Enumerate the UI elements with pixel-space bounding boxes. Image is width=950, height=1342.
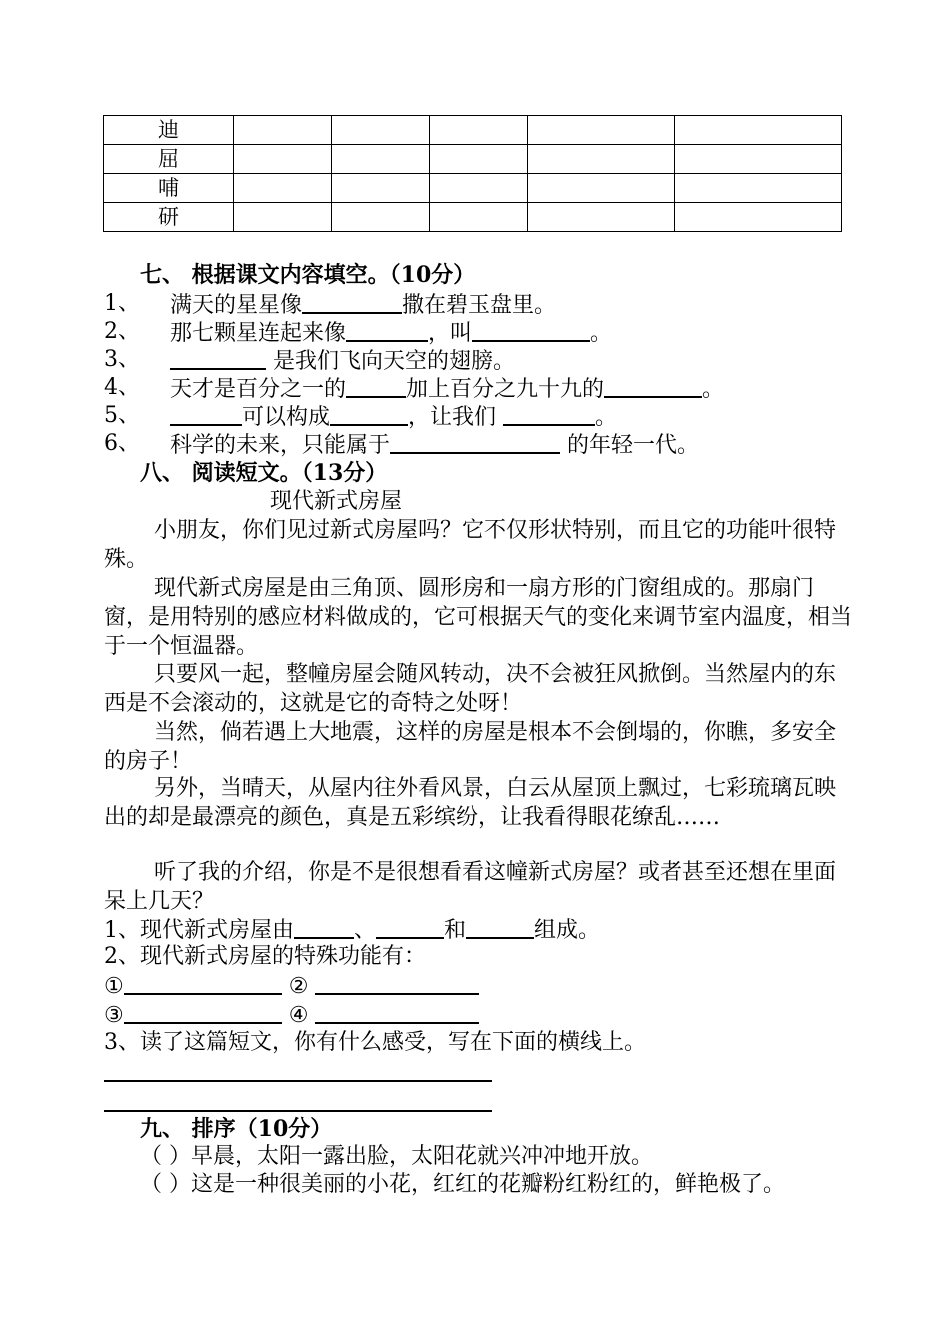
answer-blank[interactable] bbox=[472, 318, 590, 342]
table-cell[interactable] bbox=[332, 116, 430, 145]
question-2: 2、现代新式房屋的特殊功能有： bbox=[104, 944, 426, 969]
passage-paragraph: 另外，当晴天，从屋内往外看风景，白云从屋顶上飘过，七彩琉璃瓦映出的却是最漂亮的颜色，真是五彩缤纷，让我看得眼花缭乱…… bbox=[104, 776, 837, 830]
order-text: 早晨，太阳一露出脸，太阳花就兴冲冲地开放。 bbox=[191, 1144, 654, 1169]
table-cell[interactable] bbox=[234, 203, 332, 232]
item-number: 6、 bbox=[104, 431, 140, 456]
item-body bbox=[170, 430, 699, 460]
table-cell[interactable] bbox=[332, 145, 430, 174]
answer-blank[interactable] bbox=[466, 915, 534, 939]
item-text: ，让我们 bbox=[408, 405, 504, 430]
table-cell[interactable] bbox=[528, 116, 675, 145]
answer-blank[interactable] bbox=[604, 374, 702, 398]
table-cell[interactable] bbox=[675, 116, 842, 145]
table-cell[interactable] bbox=[528, 203, 675, 232]
table-cell[interactable] bbox=[234, 174, 332, 203]
circled-number: ② bbox=[288, 974, 309, 999]
question-text: 、 bbox=[354, 918, 377, 943]
order-item bbox=[140, 1143, 653, 1171]
table-row bbox=[104, 174, 842, 203]
question-text: 1、现代新式房屋由 bbox=[104, 918, 294, 943]
passage-paragraph: 当然，倘若遇上大地震，这样的房屋是根本不会倒塌的，你瞧，多安全的房子！ bbox=[104, 720, 837, 774]
table-char-cell: 哺 bbox=[104, 174, 234, 203]
item-number: 1、 bbox=[104, 291, 140, 316]
question-1 bbox=[104, 915, 600, 945]
table-char-cell: 迪 bbox=[104, 116, 234, 145]
item-body bbox=[170, 318, 612, 348]
table-cell[interactable] bbox=[528, 174, 675, 203]
table-cell[interactable] bbox=[430, 116, 528, 145]
item-text: 可以构成 bbox=[242, 405, 331, 430]
item-body bbox=[170, 290, 556, 320]
answer-blank[interactable] bbox=[170, 346, 266, 370]
table-cell[interactable] bbox=[234, 145, 332, 174]
table-cell[interactable] bbox=[430, 174, 528, 203]
section-8-heading: 八、 阅读短文。（13分） bbox=[140, 460, 388, 486]
answer-blank[interactable] bbox=[330, 402, 408, 426]
item-text: 。 bbox=[595, 405, 618, 430]
table-cell[interactable] bbox=[332, 174, 430, 203]
answer-blank[interactable] bbox=[124, 1000, 282, 1024]
passage-title: 现代新式房屋 bbox=[270, 489, 403, 514]
item-text: 那七颗星连起来像 bbox=[170, 321, 347, 346]
answer-line[interactable] bbox=[104, 1110, 492, 1112]
table-cell[interactable] bbox=[675, 203, 842, 232]
table-cell[interactable] bbox=[675, 174, 842, 203]
table-char-cell: 研 bbox=[104, 203, 234, 232]
answer-row-1 bbox=[104, 971, 479, 1001]
table-cell[interactable] bbox=[528, 145, 675, 174]
order-blank[interactable]: （ ） bbox=[140, 1172, 191, 1197]
answer-blank[interactable] bbox=[294, 915, 354, 939]
table-row bbox=[104, 203, 842, 232]
table-row bbox=[104, 145, 842, 174]
item-text: 。 bbox=[590, 321, 613, 346]
circled-number: ① bbox=[104, 974, 124, 999]
item-text: ，叫 bbox=[428, 321, 473, 346]
passage-paragraph: 现代新式房屋是由三角顶、圆形房和一扇方形的门窗组成的。那扇门窗，是用特别的感应材料做成的，它可根据天气的变化来调节室内温度，相当于一个恒温器。 bbox=[104, 576, 853, 659]
item-number: 4、 bbox=[104, 375, 140, 400]
passage-paragraph: 小朋友，你们见过新式房屋吗？它不仅形状特别，而且它的功能叶很特殊。 bbox=[104, 518, 837, 572]
order-item bbox=[140, 1171, 785, 1199]
item-text: 是我们飞向天空的翅膀。 bbox=[266, 349, 515, 374]
item-text: 加上百分之九十九的 bbox=[406, 377, 605, 402]
table-cell[interactable] bbox=[430, 203, 528, 232]
item-text: 撒在碧玉盘里。 bbox=[402, 293, 557, 318]
question-text: 组成。 bbox=[534, 918, 601, 943]
answer-blank[interactable] bbox=[376, 915, 444, 939]
item-number: 5、 bbox=[104, 403, 140, 428]
item-text: 的年轻一代。 bbox=[560, 433, 700, 458]
item-text: 。 bbox=[702, 377, 725, 402]
answer-blank[interactable] bbox=[503, 402, 595, 426]
item-body bbox=[170, 346, 515, 376]
circled-number: ③ bbox=[104, 1003, 124, 1028]
item-body bbox=[170, 374, 724, 404]
answer-line[interactable] bbox=[104, 1080, 492, 1082]
answer-blank[interactable] bbox=[124, 971, 282, 995]
answer-blank[interactable] bbox=[315, 971, 479, 995]
table-cell[interactable] bbox=[430, 145, 528, 174]
item-text: 天才是百分之一的 bbox=[170, 377, 347, 402]
circled-number: ④ bbox=[288, 1003, 309, 1028]
item-number: 3、 bbox=[104, 347, 140, 372]
answer-blank[interactable] bbox=[170, 402, 242, 426]
answer-blank[interactable] bbox=[390, 430, 560, 454]
answer-blank[interactable] bbox=[302, 290, 402, 314]
table-cell[interactable] bbox=[234, 116, 332, 145]
table-cell[interactable] bbox=[675, 145, 842, 174]
section-9-heading: 九、 排序（10分） bbox=[140, 1116, 333, 1142]
item-body bbox=[170, 402, 617, 432]
section-7-heading: 七、 根据课文内容填空。（10分） bbox=[140, 262, 476, 288]
question-text: 和 bbox=[444, 918, 467, 943]
table-char-cell: 屈 bbox=[104, 145, 234, 174]
question-3: 3、读了这篇短文，你有什么感受，写在下面的横线上。 bbox=[104, 1030, 646, 1055]
order-text: 这是一种很美丽的小花，红红的花瓣粉红粉红的，鲜艳极了。 bbox=[191, 1172, 786, 1197]
passage-paragraph: 听了我的介绍，你是不是很想看看这幢新式房屋？或者甚至还想在里面呆上几天？ bbox=[104, 860, 837, 914]
table-row bbox=[104, 116, 842, 145]
answer-blank[interactable] bbox=[346, 318, 428, 342]
answer-row-2 bbox=[104, 1000, 479, 1030]
order-blank[interactable]: （ ） bbox=[140, 1144, 191, 1169]
table-cell[interactable] bbox=[332, 203, 430, 232]
character-table bbox=[103, 115, 842, 232]
passage-paragraph: 只要风一起，整幢房屋会随风转动，决不会被狂风掀倒。当然屋内的东西是不会滚动的，这就是它的奇特之处呀！ bbox=[104, 662, 837, 716]
answer-blank[interactable] bbox=[346, 374, 406, 398]
item-text: 满天的星星像 bbox=[170, 293, 303, 318]
item-number: 2、 bbox=[104, 319, 140, 344]
item-text: 科学的未来，只能属于 bbox=[170, 433, 391, 458]
answer-blank[interactable] bbox=[315, 1000, 479, 1024]
